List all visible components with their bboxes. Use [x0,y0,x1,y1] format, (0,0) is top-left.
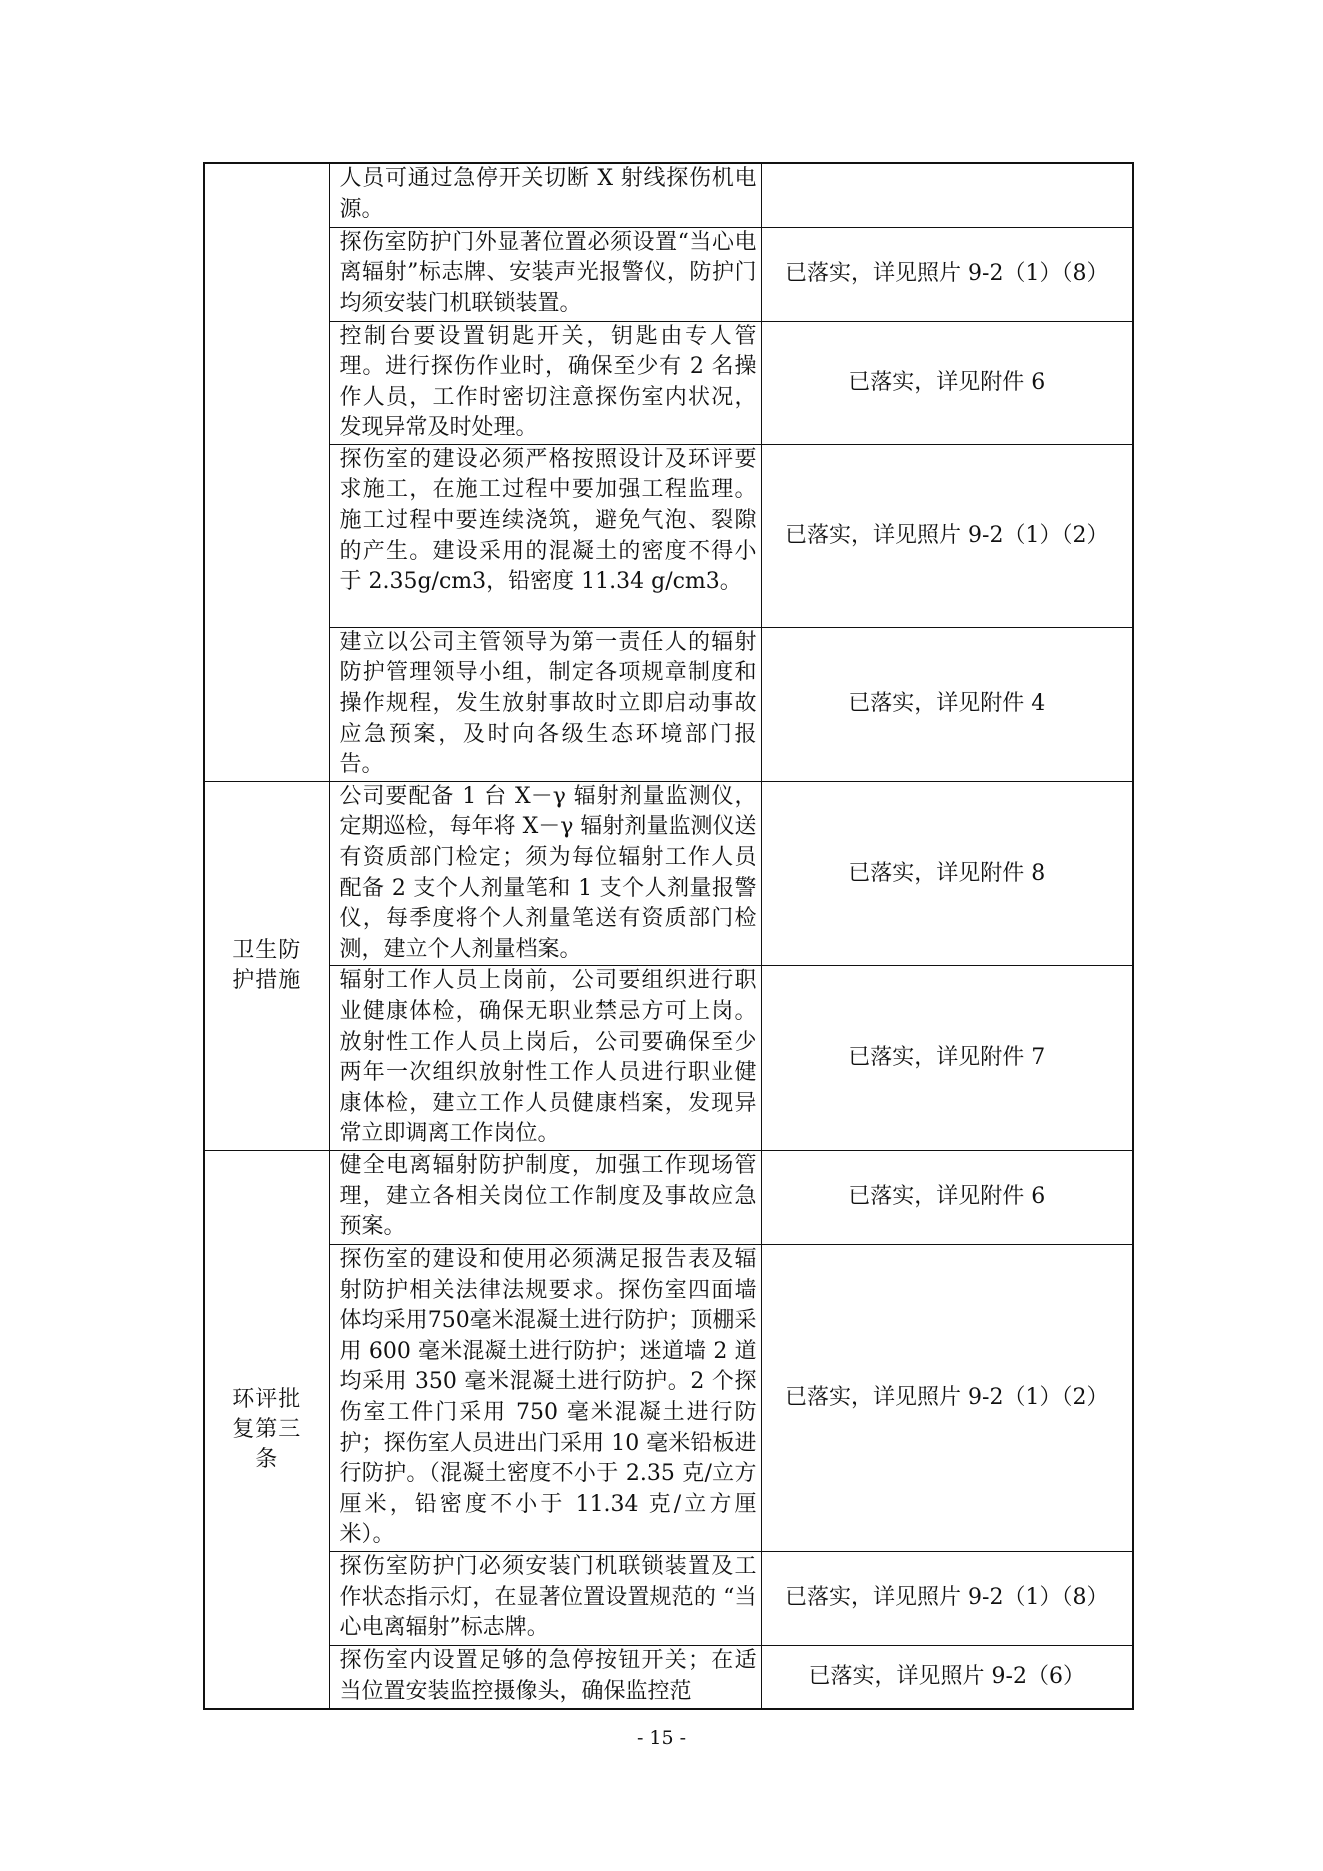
table-row [204,321,1133,444]
table-row [204,444,1133,627]
requirement-cell: 人员可通过急停开关切断 X 射线探伤机电源。 [329,163,761,227]
requirement-cell: 健全电离辐射防护制度，加强工作现场管理，建立各相关岗位工作制度及事故应急预案。 [329,1150,761,1244]
requirement-cell: 探伤室的建设和使用必须满足报告表及辐射防护相关法律法规要求。探伤室四面墙体均采用750毫米混凝土进行防护；顶棚采用 600 毫米混凝土进行防护；迷道墙 2 道均采用 350 毫米混凝土进行防护。2 个探伤室工件门采用 750 毫米混凝土进行防护；探伤室人员进出门采用 10 毫米铅板进行防护。（混凝土密度不小于 2.35 克/立方厘米，铅密度不小于 11.34 克/立方厘米）。 [329,1244,761,1551]
table-row [204,966,1133,1151]
table-row [204,227,1133,321]
table-row [204,1551,1133,1645]
result-cell [761,163,1133,227]
result-cell: 已落实，详见照片 9-2（1）（2） [761,444,1133,627]
category-cell-continued [204,163,329,781]
table-row [204,1645,1133,1709]
result-cell: 已落实，详见照片 9-2（1）（8） [761,227,1133,321]
requirement-cell: 探伤室内设置足够的急停按钮开关；在适当位置安装监控摄像头，确保监控范 [329,1645,761,1709]
requirement-cell: 探伤室防护门必须安装门机联锁装置及工作状态指示灯，在显著位置设置规范的 “当心电离辐射”标志牌。 [329,1551,761,1645]
requirement-cell: 辐射工作人员上岗前，公司要组织进行职业健康体检，确保无职业禁忌方可上岗。放射性工作人员上岗后，公司要确保至少两年一次组织放射性工作人员进行职业健康体检，建立工作人员健康档案，发现异常立即调离工作岗位。 [329,966,761,1151]
requirement-cell: 建立以公司主管领导为第一责任人的辐射防护管理领导小组，制定各项规章制度和操作规程，发生放射事故时立即启动事故应急预案，及时向各级生态环境部门报告。 [329,627,761,781]
result-cell: 已落实，详见附件 8 [761,781,1133,966]
table-row [204,1150,1133,1244]
requirement-cell: 探伤室的建设必须严格按照设计及环评要求施工，在施工过程中要加强工程监理。施工过程中要连续浇筑，避免气泡、裂隙的产生。建设采用的混凝土的密度不得小于 2.35g/cm3，铅密度 11.34 g/cm3。 [329,444,761,627]
result-cell: 已落实，详见附件 4 [761,627,1133,781]
requirement-cell: 公司要配备 1 台 X－γ 辐射剂量监测仪，定期巡检，每年将 X－γ 辐射剂量监测仪送有资质部门检定；须为每位辐射工作人员配备 2 支个人剂量笔和 1 支个人剂量报警仪，每季度将个人剂量笔送有资质部门检测，建立个人剂量档案。 [329,781,761,966]
page-number: - 15 - [636,1727,687,1749]
result-cell: 已落实，详见照片 9-2（6） [761,1645,1133,1709]
category-cell-health: 卫生防护措施 [204,781,329,1150]
table-row [204,163,1133,227]
result-cell: 已落实，详见附件 6 [761,321,1133,444]
requirement-cell: 探伤室防护门外显著位置必须设置“当心电离辐射”标志牌、安装声光报警仪，防护门均须安装门机联锁装置。 [329,227,761,321]
table-row [204,1244,1133,1551]
result-cell: 已落实，详见附件 7 [761,966,1133,1151]
table-row [204,781,1133,966]
table-row [204,627,1133,781]
result-cell: 已落实，详见照片 9-2（1）（2） [761,1244,1133,1551]
result-cell: 已落实，详见照片 9-2（1）（8） [761,1551,1133,1645]
category-cell-approval: 环评批复第三条 [204,1150,329,1709]
result-cell: 已落实，详见附件 6 [761,1150,1133,1244]
acceptance-table [203,162,1134,1710]
requirement-cell: 控制台要设置钥匙开关，钥匙由专人管理。进行探伤作业时，确保至少有 2 名操作人员，工作时密切注意探伤室内状况，发现异常及时处理。 [329,321,761,444]
